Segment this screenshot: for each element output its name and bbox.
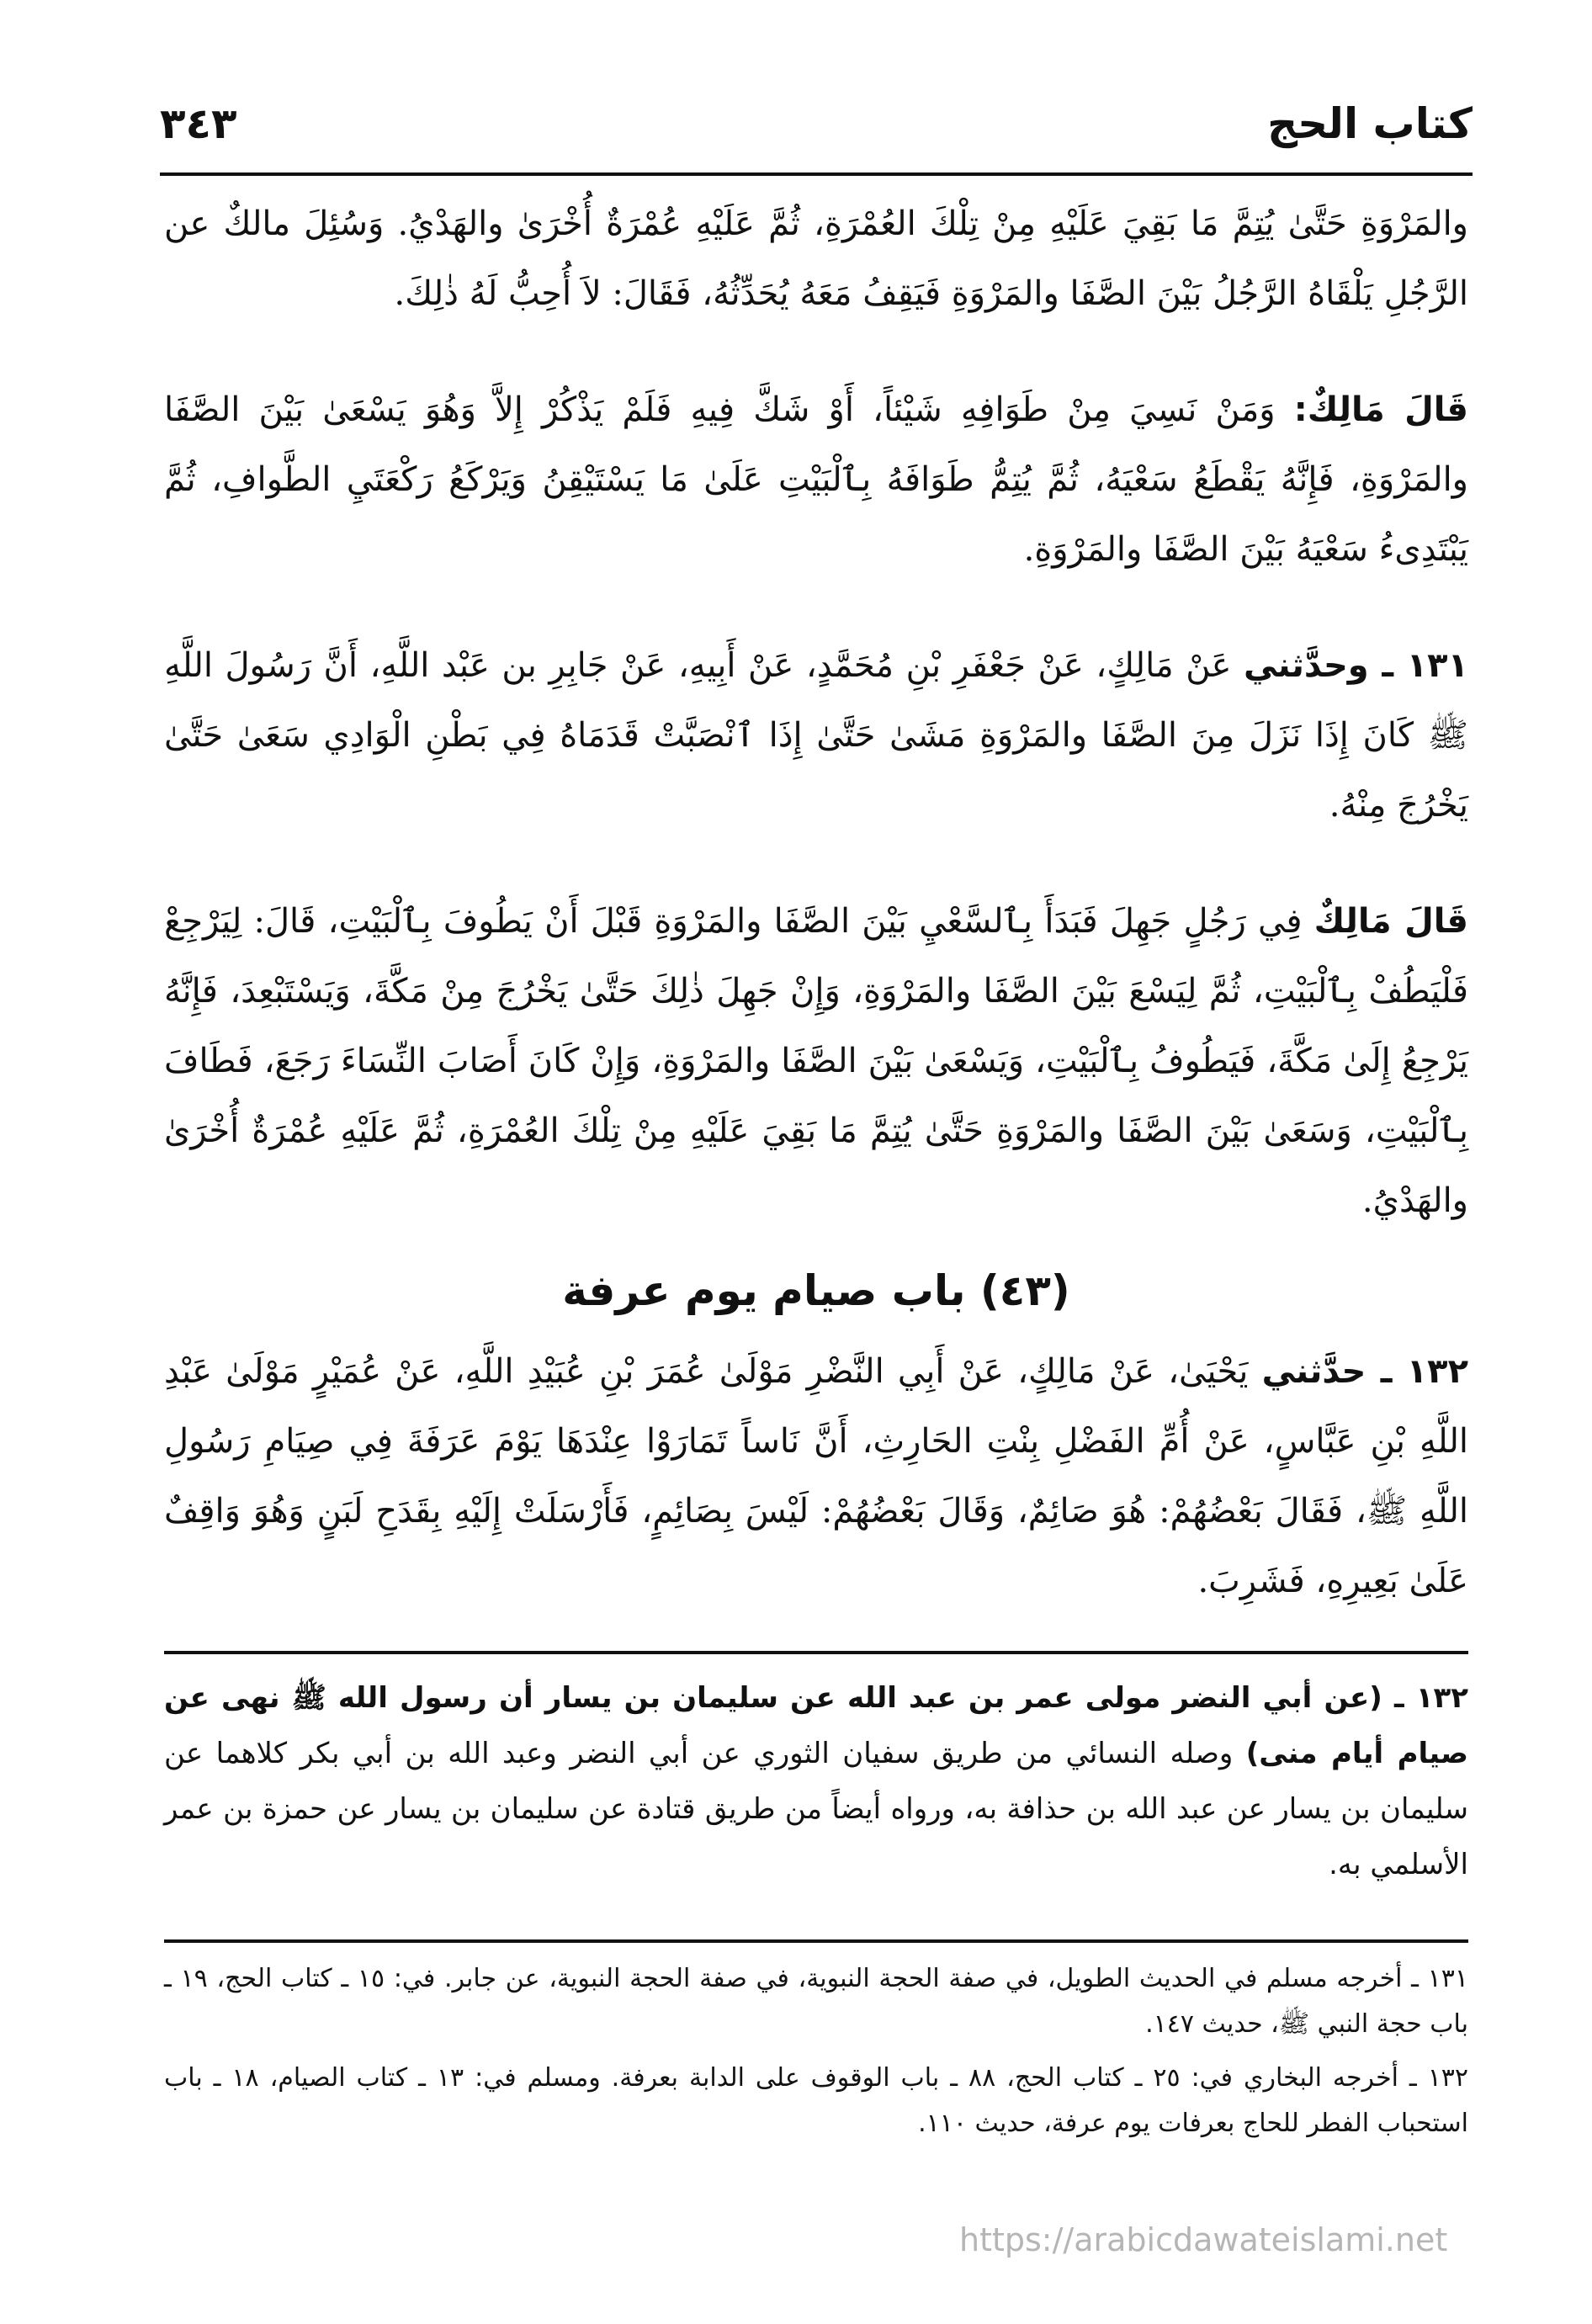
paragraph-text: فِي رَجُلٍ جَهِلَ فَبَدَأَ بِٱلسَّعْيِ بَيْنَ الصَّفَا والمَرْوَةِ قَبْلَ أَنْ يَطُوفَ بِٱلْبَيْتِ، قَالَ: لِيَرْجِعْ فَلْيَطُفْ بِٱلْبَيْتِ، ثُمَّ لِيَسْعَ بَيْنَ الصَّفَا والمَرْوَةِ، وَإِنْ جَهِلَ ذٰلِكَ حَتَّىٰ يَخْرُجَ مِنْ مَكَّةَ، وَيَسْتَبْعِدَ، فَإِنَّهُ يَرْجِعُ إِلَىٰ مَكَّةَ، فَيَطُوفُ بِٱلْبَيْتِ، وَيَسْعَىٰ بَيْنَ الصَّفَا والمَرْوَةِ، وَإِنْ كَانَ أَصَابَ النِّسَاءَ رَجَعَ، فَطَافَ بِٱلْبَيْتِ، وَسَعَىٰ بَيْنَ الصَّفَا والمَرْوَةِ حَتَّىٰ يُتِمَّ مَا بَقِيَ عَلَيْهِ مِنْ تِلْكَ العُمْرَةِ، ثُمَّ عَلَيْهِ عُمْرَةٌ أُخْرَىٰ والهَدْيُ. xyxy=(164,902,1468,1220)
paragraph xyxy=(164,887,1468,1236)
footnote: ١٣١ ـ أخرجه مسلم في الحديث الطويل، في صفة الحجة النبوية، في صفة الحجة النبوية، عن جابر. في: ١٥ ـ كتاب الحج، ١٩ ـ باب حجة النبي ﷺ، حديث ١٤٧. xyxy=(164,1964,1469,2039)
commentary xyxy=(164,1670,1468,1892)
footnote: ١٣٢ ـ أخرجه البخاري في: ٢٥ ـ كتاب الحج، ٨٨ ـ باب الوقوف على الدابة بعرفة. ومسلم في: ١٣ ـ كتاب الصيام، ١٨ ـ باب استحباب الفطر للحاج بعرفات يوم عرفة، حديث ١١٠. xyxy=(164,2063,1469,2138)
chapter-title: كتاب الحج xyxy=(1267,99,1473,148)
paragraph xyxy=(164,189,1468,329)
hadith-132 xyxy=(164,1337,1468,1616)
hadith-number: ١٣١ ـ وحدَّثني xyxy=(1244,646,1468,685)
page-header xyxy=(160,93,1473,168)
hadith-number: ١٣٢ ـ حدَّثني xyxy=(1261,1352,1468,1391)
commentary-text: وصله النسائي من طريق سفيان الثوري عن أبي النضر وعبد الله بن أبي بكر كلاهما عن سليمان بن يسار عن عبد الله بن حذافة به، ورواه أيضاً من طريق قتادة عن سليمان بن يسار عن حمزة بن عمر الأسلمي به. xyxy=(164,1737,1468,1881)
paragraph-text: والمَرْوَةِ حَتَّىٰ يُتِمَّ مَا بَقِيَ عَلَيْهِ مِنْ تِلْكَ العُمْرَةِ، ثُمَّ عَلَيْهِ عُمْرَةٌ أُخْرَىٰ والهَدْيُ. وَسُئِلَ مالكٌ عن الرَّجُلِ يَلْقَاهُ الرَّجُلُ بَيْنَ الصَّفَا والمَرْوَةِ فَيَقِفُ مَعَهُ يُحَدِّثُهُ، فَقَالَ: لاَ أُحِبُّ لَهُ ذٰلِكَ. xyxy=(164,204,1468,313)
commentary-divider xyxy=(164,1651,1468,1654)
paragraph-text: عَنْ مَالِكٍ، عَنْ جَعْفَرِ بْنِ مُحَمَّدٍ، عَنْ أَبِيهِ، عَنْ جَابِرِ بن عَبْد اللَّهِ، أَنَّ رَسُولَ اللَّهِ ﷺ كَانَ إِذَا نَزَلَ مِنَ الصَّفَا والمَرْوَةِ مَشَىٰ حَتَّىٰ إِذَا ٱنْصَبَّتْ قَدَمَاهُ فِي بَطْنِ الْوَادِي سَعَىٰ حَتَّىٰ يَخْرُجَ مِنْهُ. xyxy=(164,646,1468,825)
page-number: ٣٤٣ xyxy=(160,99,237,148)
paragraph-text: يَحْيَىٰ، عَنْ مَالِكٍ، عَنْ أَبِي النَّضْرِ مَوْلَىٰ عُمَرَ بْنِ عُبَيْدِ اللَّهِ، عَنْ عُمَيْرٍ مَوْلَىٰ عَبْدِ اللَّهِ بْنِ عَبَّاسٍ، عَنْ أُمِّ الفَضْلِ بِنْتِ الحَارِثِ، أَنَّ نَاساً تَمَارَوْا عِنْدَهَا يَوْمَ عَرَفَةَ فِي صِيَامِ رَسُولِ اللَّهِ ﷺ، فَقَالَ بَعْضُهُمْ: هُوَ صَائِمٌ، وَقَالَ بَعْضُهُمْ: لَيْسَ بِصَائِمٍ، فَأَرْسَلَتْ إِلَيْهِ بِقَدَحِ لَبَنٍ وَهُوَ وَاقِفٌ عَلَىٰ بَعِيرِهِ، فَشَرِبَ. xyxy=(164,1352,1468,1600)
footnotes xyxy=(164,1956,1468,2155)
paragraph-lead: قَالَ مَالِكٌ xyxy=(1313,902,1468,941)
paragraph-lead: قَالَ مَالِكٌ: xyxy=(1293,390,1468,429)
watermark-url: https://arabicdawateislami.net xyxy=(959,2221,1448,2258)
hadith-131 xyxy=(164,631,1468,841)
section-heading: (٤٣) باب صيام يوم عرفة xyxy=(562,1266,1070,1315)
paragraph-text: وَمَنْ نَسِيَ مِنْ طَوَافِهِ شَيْئاً، أَوْ شَكَّ فِيهِ فَلَمْ يَذْكُرْ إِلاَّ وَهُوَ يَسْعَىٰ بَيْنَ الصَّفَا والمَرْوَةِ، فَإِنَّهُ يَقْطَعُ سَعْيَهُ، ثُمَّ يُتِمُّ طَوَافَهُ بِٱلْبَيْتِ عَلَىٰ مَا يَسْتَيْقِنُ وَيَرْكَعُ رَكْعَتَيِ الطَّوافِ، ثُمَّ يَبْتَدِىءُ سَعْيَهُ بَيْنَ الصَّفَا والمَرْوَةِ. xyxy=(164,390,1469,569)
main-text xyxy=(164,189,1468,1642)
commentary-heading: ١٣٢ ـ (عن أبي النضر مولى عمر بن عبد الله عن سليمان بن يسار أن رسول الله ﷺ نهى عن صيام أيام منى) xyxy=(164,1681,1468,1770)
header-divider xyxy=(160,172,1473,176)
footnote-divider xyxy=(164,1939,1468,1943)
paragraph xyxy=(164,375,1468,585)
